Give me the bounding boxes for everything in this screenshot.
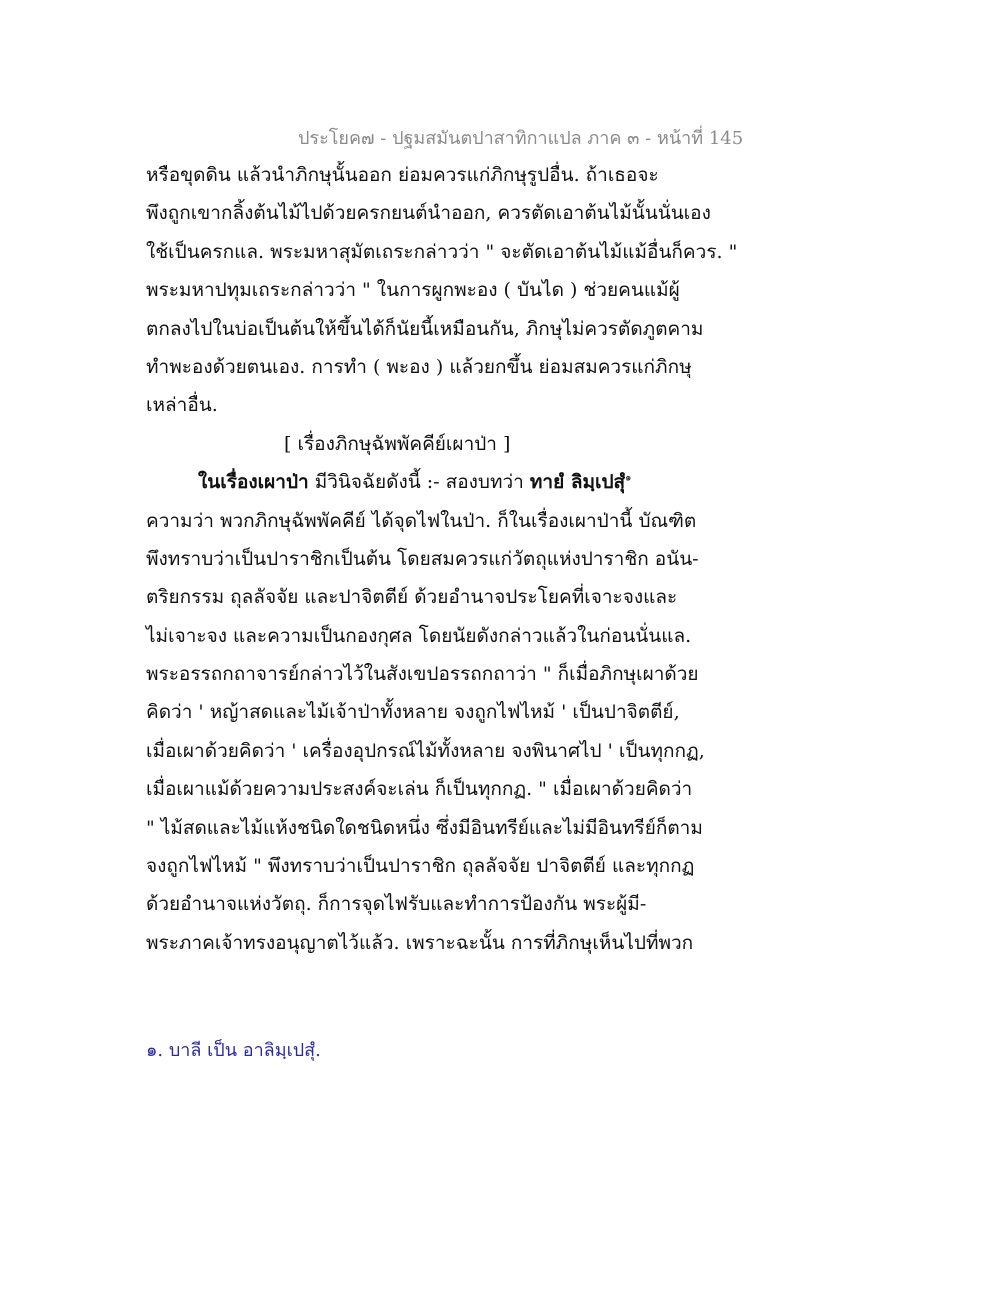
text-line: จงถูกไฟไหม้ " พึงทราบว่าเป็นปาราชิก ถุลลัจจัย ปาจิตตีย์ และทุกกฏ [146, 855, 695, 878]
text-line: ตกลงไปในบ่อเป็นต้นให้ขึ้นได้ก็นัยนี้เหมือนกัน, ภิกษุไม่ควรตัดภูตคาม [146, 317, 704, 340]
text-line: เมื่อเผาแม้ด้วยความประสงค์จะเล่น ก็เป็นทุกกฏ. " เมื่อเผาด้วยคิดว่า [146, 778, 693, 801]
text-line: เมื่อเผาด้วยคิดว่า ' เครื่องอุปกรณ์ไม้ทั้งหลาย จงพินาศไป ' เป็นทุกกฏ, [146, 739, 705, 762]
section-heading: [ เรื่องภิกษุฉัพพัคคีย์เผาป่า ] [284, 432, 511, 455]
text-line: ตริยกรรม ถุลลัจจัย และปาจิตตีย์ ด้วยอำนาจประโยคที่เจาะจงและ [146, 586, 678, 609]
footnote: ๑. บาลี เป็น อาลิมฺเปสุํ. [146, 1040, 321, 1061]
text-line: ความว่า พวกภิกษุฉัพพัคคีย์ ได้จุดไฟในป่า. ก็ในเรื่องเผาป่านี้ บัณฑิต [146, 509, 697, 532]
text-line: ทำพะองด้วยตนเอง. การทำ ( พะอง ) แล้วยกขึ้น ย่อมสมควรแก่ภิกษุ [146, 355, 692, 378]
text-line: พระภาคเจ้าทรงอนุญาตไว้แล้ว. เพราะฉะนั้น การที่ภิกษุเห็นไปที่พวก [146, 931, 694, 954]
text-line: ด้วยอำนาจแห่งวัตถุ. ก็การจุดไฟรับและทำการป้องกัน พระผู้มี- [146, 893, 647, 916]
text-line: พึงทราบว่าเป็นปาราชิกเป็นต้น โดยสมควรแก่วัตถุแห่งปาราชิก อนัน- [146, 547, 699, 570]
text-line: ใช้เป็นครกแล. พระมหาสุมัตเถระกล่าวว่า " จะตัดเอาต้นไม้แม้อื่นก็ควร. " [146, 240, 738, 263]
topic-term: ในเรื่องเผาป่า [198, 471, 309, 494]
opening-text: มีวินิจฉัยดังนี้ :- สองบทว่า [308, 471, 530, 494]
body-text [146, 156, 766, 962]
text-line: พระมหาปทุมเถระกล่าวว่า " ในการผูกพะอง ( บันได ) ช่วยคนแม้ผู้ [146, 279, 680, 302]
text-line: ไม่เจาะจง และความเป็นกองกุศล โดยนัยดังกล่าวแล้วในก่อนนั่นแล. [146, 624, 692, 647]
page-header: ประโยค๗ - ปฐมสมันตปาสาทิกาแปล ภาค ๓ - หน้าที่ 145 [298, 128, 744, 149]
text-line: พึงถูกเขากลิ้งต้นไม้ไปด้วยครกยนต์นำออก, ควรตัดเอาต้นไม้นั้นนั่นเอง [146, 202, 711, 225]
text-line: คิดว่า ' หญ้าสดและไม้เจ้าป่าทั้งหลาย จงถูกไฟไหม้ ' เป็นปาจิตตีย์, [146, 701, 680, 724]
pali-term: ทายํ ลิมฺเปสุํ [529, 471, 626, 494]
text-line: พระอรรถกถาจารย์กล่าวไว้ในสังเขปอรรถกถาว่า " ก็เมื่อภิกษุเผาด้วย [146, 663, 699, 686]
text-line: หรือขุดดิน แล้วนำภิกษุนั้นออก ย่อมควรแก่ภิกษุรูปอื่น. ถ้าเธอจะ [146, 164, 659, 186]
text-line: " ไม้สดและไม้แห้งชนิดใดชนิดหนึ่ง ซึ่งมีอินทรีย์และไม่มีอินทรีย์ก็ตาม [146, 816, 703, 839]
text-line: เหล่าอื่น. [146, 394, 218, 417]
paragraph-opening-line [146, 463, 766, 501]
footnote-marker: ๑ [625, 472, 632, 484]
